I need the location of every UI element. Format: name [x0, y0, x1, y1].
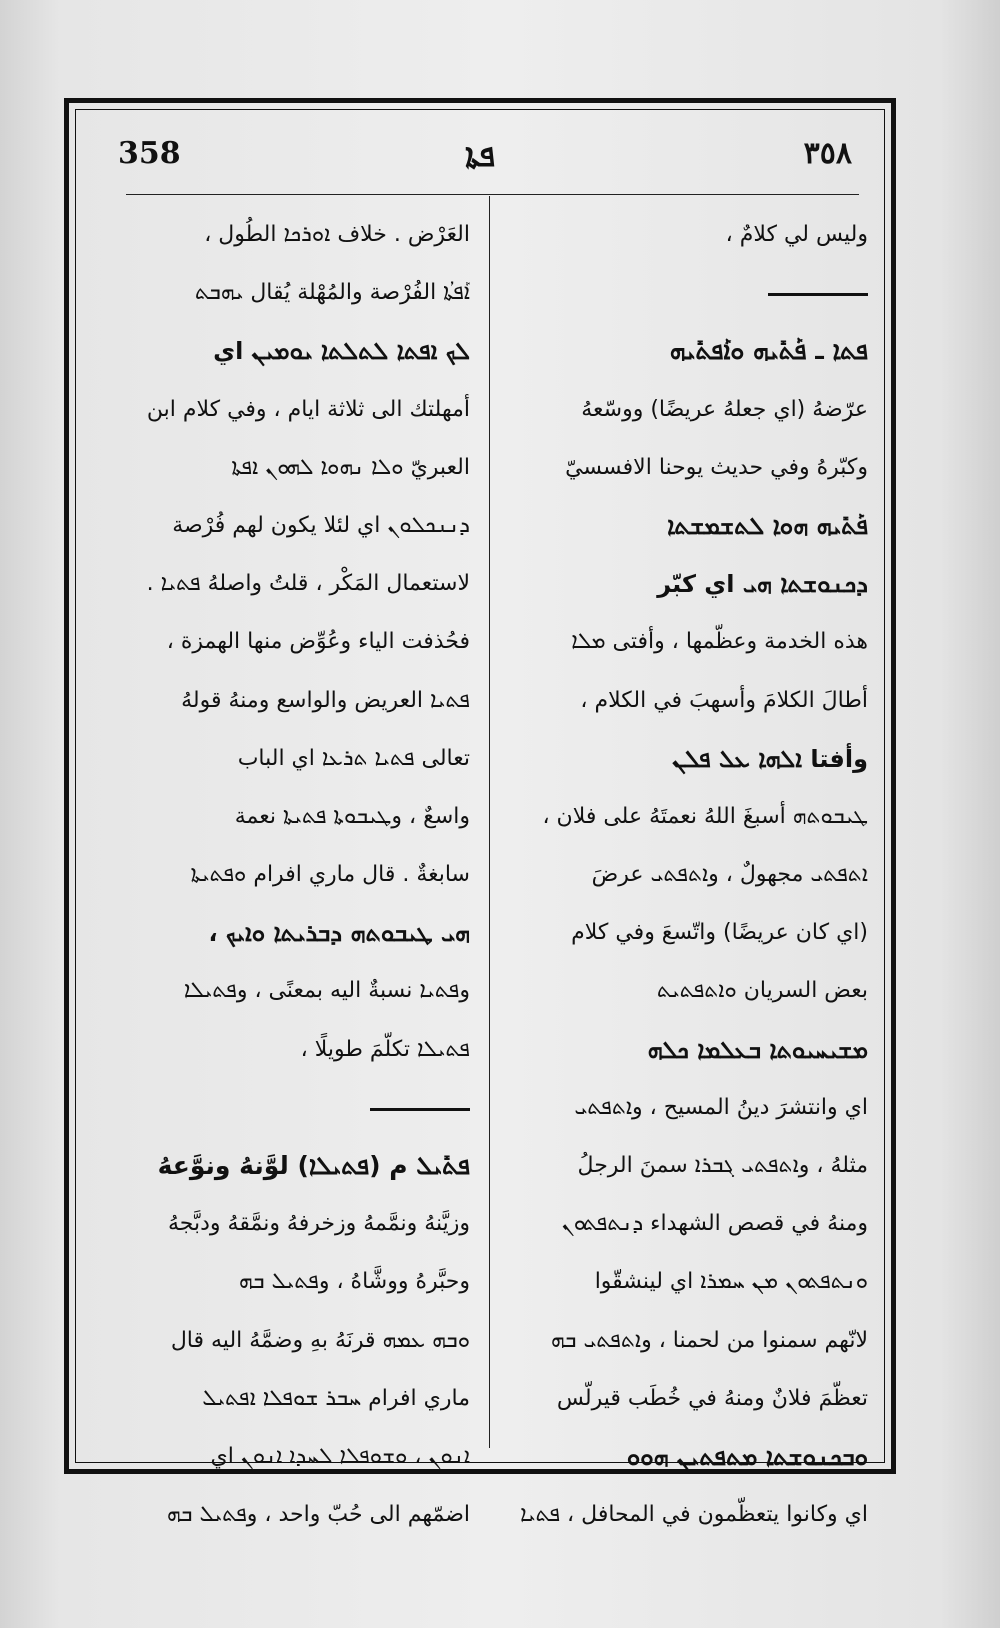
entry-separator — [90, 1079, 470, 1137]
text-line: أمهلتك الى ثلاثة ايام ، وفي كلام ابن — [146, 396, 470, 422]
text-line: ومنهُ في قصص الشهداء ܕܢܬܦܬܘܢ — [561, 1211, 868, 1237]
right-column — [490, 206, 868, 1544]
text-line: لانّهم سمنوا من لحمنا ، وܐܬܦܬܝ ܒܗ — [550, 1327, 868, 1353]
page-number-latin: 358 — [118, 136, 181, 171]
text-line: بعض السريان ܘܐܬܦܬܝܬ — [656, 978, 868, 1004]
text-line: فحُذفت الياء وعُوِّض منها الهمزة ، — [166, 629, 470, 655]
text-line: اي وانتشرَ دينُ المسيح ، وܐܬܦܬܝ — [574, 1094, 868, 1120]
left-column — [90, 206, 470, 1544]
text-line: (اي كان عريضًا) واتّسعَ وفي كلام — [571, 920, 868, 946]
text-line: ܕܢܢܟܠܘܢ اي لئلا يكون لهم فُرْصة — [172, 512, 470, 538]
text-line: هذه الخدمة وعظّمها ، وأفتى ܡܠܐ — [571, 629, 868, 655]
text-line: تعالى ܦܬܝܐ ܬܪܥܐ اي الباب — [237, 745, 470, 771]
syriac-line: ܡܫܝܚܝܘܬܐ ܒܥܠܡܐ ܟܠܗ — [647, 1035, 868, 1064]
text-line: مثلهُ ، وܐܬܦܬܝ ܓܒܪܐ سمنَ الرجلُ — [577, 1153, 868, 1178]
page-frame — [64, 98, 896, 1528]
page-number-arabic: ٣٥٨ — [803, 136, 852, 171]
text-line: أطالَ الكلامَ وأسهبَ في الكلام ، — [580, 687, 868, 713]
text-line: ܐܰܦܬܳܐ الفُرْصة والمُهْلة يُقال ܝܗܒܬ — [194, 280, 470, 306]
syriac-line: ܘܒܟܢܘܫܬܐ ܡܬܦܬܝܢ ܗܘܘ — [626, 1442, 868, 1471]
text-line: تعظّمَ فلانٌ ومنهُ في خُطَب قيرلّس — [556, 1385, 868, 1411]
text-line: وحبَّرهُ ووشَّاهُ ، وܦܬܝܠ ܒܗ — [238, 1269, 470, 1295]
text-line: لاستعمال المَكْر ، قلتُ واصلهُ ܦܬܝܐ . — [146, 571, 470, 597]
text-line: وليس لي كلامٌ ، — [725, 222, 868, 247]
entry-separator — [490, 264, 868, 322]
text-line: وزيَّنهُ ونمَّمهُ وزخرفهُ ونمَّقهُ ودبَّجهُ — [168, 1211, 470, 1237]
entry-headword: ܦܬܺܝܠ م (ܦܬܝܠܐ) لوَّنهُ ونوَّعهُ — [157, 1151, 470, 1180]
text-line: وܦܬܝܐ نسبةٌ اليه بمعنًى ، وܦܬܝܠܐ — [183, 978, 470, 1004]
text-line: ܦܬܝܠܐ تكلّمَ طويلًا ، — [300, 1036, 470, 1062]
text-line: ܦܬܝܐ العريض والواسع ومنهُ قولهُ — [181, 687, 470, 713]
text-line: ܘܒܗ ܥܡܗ قرنَهُ بهِ وضمَّهُ اليه قال — [170, 1327, 470, 1353]
running-head: ܦܬܐ — [464, 136, 496, 174]
text-line: وكبّرهُ وفي حديث يوحنا الافسسيّ — [565, 454, 868, 480]
syriac-line: ܕܟܢܘܫܬܐ ܗܝ اي كبّر — [657, 570, 868, 599]
syriac-line: ܦܰܬܺܝܗ ܗܘܐ ܠܬܫܡܫܬܐ — [667, 511, 868, 540]
header-rule — [126, 194, 859, 195]
text-line: سابغةٌ . قال ماري افرام ܘܦܬܝܬܐ — [190, 862, 470, 888]
syriac-line: ܗܝ ܛܝܒܘܬܗ ܕܒܪܝܬܐ ܘܐܝܟ ، — [208, 919, 470, 948]
text-line: عرّضهُ (اي جعلهُ عريضًا) ووسّعهُ — [581, 396, 868, 422]
text-line: اضمّهم الى حُبّ واحد ، وܦܬܝܠ ܒܗ — [166, 1502, 470, 1528]
text-line: ܘܢܬܦܬܘܢ ܡܢ ܚܡܪܐ اي لينشقّوا — [594, 1269, 868, 1295]
text-line: اي وكانوا يتعظّمون في المحافل ، ܦܬܝܐ — [520, 1502, 868, 1528]
entry-headword: ܦܬܐ ـ ܦܰܬܺܝܗ ܘܐܰܦܬܺܝܗ — [669, 336, 868, 366]
syriac-line: ܠܟ ܐܦܬܐ ܠܬܠܬܐ ܝܘܡܝܢ اي — [213, 337, 470, 366]
text-line: ماري افرام ܚܒܪ ܫܘܦܠܐ ܐܦܬܝܠ — [202, 1385, 470, 1411]
text-line: ܐܢܘܢ ، ܘܫܘܦܠܐ ܠܚܕܐ ܐܢܘܢ اي — [210, 1443, 470, 1469]
text-line: ܐܬܦܬܝ مجهولٌ ، وܐܬܦܬܝ عرضَ — [591, 862, 868, 888]
text-line: واسعٌ ، وܛܝܒܘܬܐ ܦܬܝܬܐ نعمة — [234, 803, 470, 829]
syriac-line: وأفتا ܐܠܗܐ ܥܠ ܦܠܢ — [672, 744, 868, 773]
text-line: ܛܝܒܘܬܗ أسبغَ اللهُ نعمتَهُ على فلان ، — [542, 803, 868, 829]
text-line: العبريّ ܘܠܐ ܢܗܘܐ ܠܗܘܢ ܐܦܬܐ — [231, 454, 470, 480]
text-line: العَرْض . خلاف ܐܘܪܟܐ الطُول ، — [204, 222, 470, 247]
page-frame-inner-border — [75, 109, 885, 1528]
